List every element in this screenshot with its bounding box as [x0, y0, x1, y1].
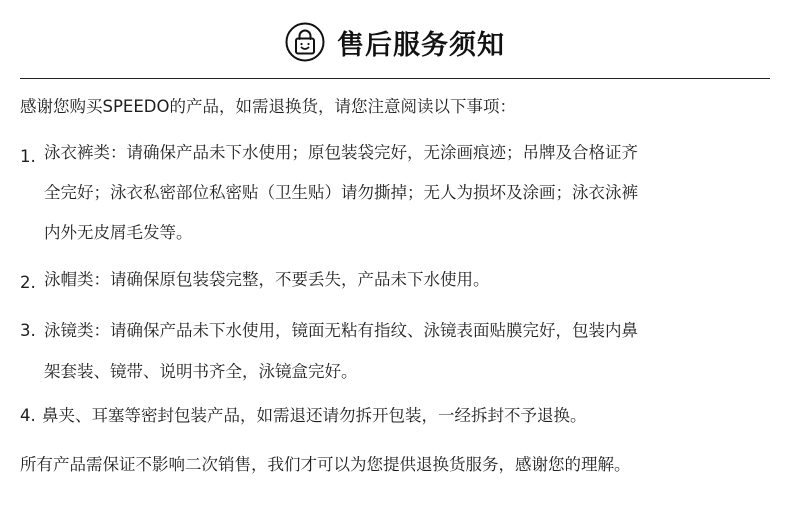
item-3-line-2: 架套装、镜带、说明书齐全，泳镜盒完好。 — [44, 362, 358, 381]
item-1-line-1: 泳衣裤类：请确保产品未下水使用；原包装袋完好，无涂画痕迹；吊牌及合格证齐 — [44, 143, 638, 162]
page-title: 售后服务须知 — [337, 29, 505, 61]
intro-text: 感谢您购买SPEEDO的产品，如需退换货，请您注意阅读以下事项： — [20, 97, 516, 116]
shopping-bag-smile-icon — [285, 22, 325, 62]
footer-text: 所有产品需保证不影响二次销售，我们才可以为您提供退换货服务，感谢您的理解。 — [20, 455, 631, 474]
item-1-line-2: 全完好；泳衣私密部位私密贴（卫生贴）请勿撕掉；无人为损坏及涂画；泳衣泳裤 — [44, 183, 638, 202]
item-2-number: 2. — [20, 273, 36, 292]
item-3-number: 3. — [20, 321, 36, 340]
item-1-number: 1. — [20, 147, 36, 166]
item-1-line-3: 内外无皮屑毛发等。 — [44, 223, 193, 242]
title-divider — [20, 78, 770, 79]
item-4-line-1: 鼻夹、耳塞等密封包装产品，如需退还请勿拆开包装，一经拆封不予退换。 — [42, 406, 587, 425]
item-4-number: 4. — [20, 406, 36, 425]
item-2-line-1: 泳帽类：请确保原包装袋完整，不要丢失，产品未下水使用。 — [44, 270, 490, 289]
header — [0, 18, 790, 66]
item-3-line-1: 泳镜类：请确保产品未下水使用，镜面无粘有指纹、泳镜表面贴膜完好，包装内鼻 — [44, 321, 638, 340]
